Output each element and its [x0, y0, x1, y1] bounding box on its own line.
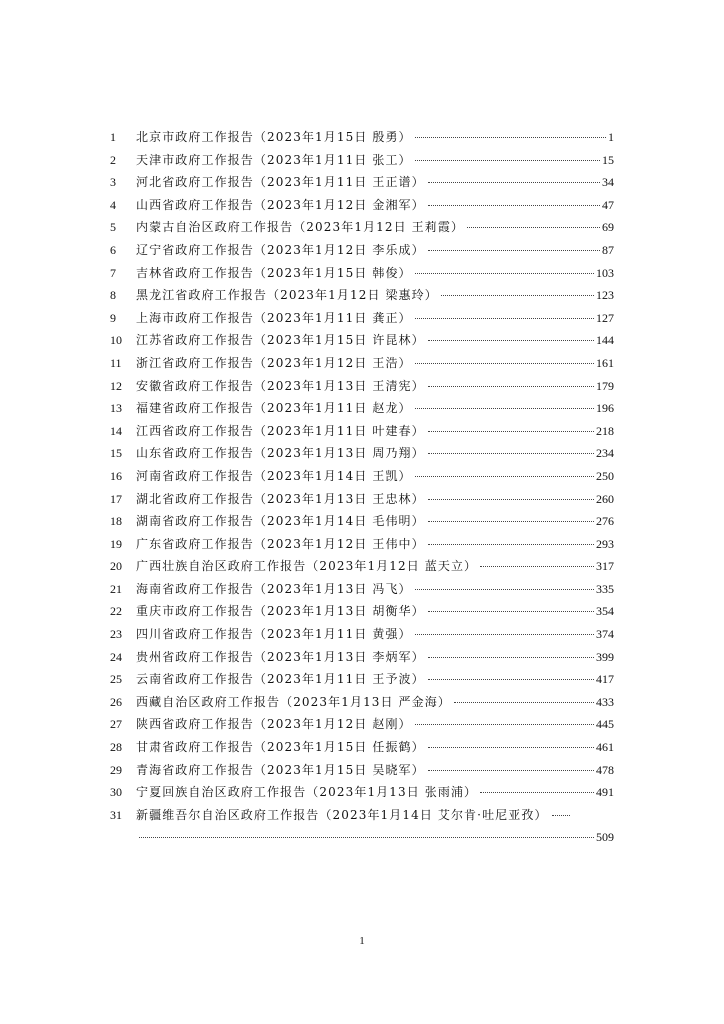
toc-entry-number: 11 [110, 355, 122, 370]
toc-dot-leader [454, 702, 594, 703]
toc-entry-number: 15 [110, 446, 122, 461]
toc-entry-page: 445 [596, 717, 614, 732]
toc-entry-title: 内蒙古自治区政府工作报告（2023年1月12日 王莉霞） [136, 220, 465, 235]
toc-entry-page: 354 [596, 604, 614, 619]
toc-entry-page: 179 [596, 378, 614, 393]
toc-dot-leader [428, 453, 594, 454]
toc-dot-leader [428, 747, 594, 748]
toc-dot-leader [428, 499, 594, 500]
toc-entry[interactable] [110, 311, 614, 334]
toc-entry-page: 374 [596, 627, 614, 642]
toc-entry-number: 4 [110, 197, 116, 212]
toc-dot-leader [428, 657, 594, 658]
toc-entry[interactable] [110, 288, 614, 311]
toc-entry-page: 127 [596, 310, 614, 325]
toc-entry-title: 天津市政府工作报告（2023年1月11日 张工） [136, 152, 412, 167]
toc-entry-number: 25 [110, 672, 122, 687]
table-of-contents [110, 130, 614, 853]
toc-entry-title: 陕西省政府工作报告（2023年1月12日 赵刚） [136, 717, 412, 732]
toc-dot-leader [467, 227, 600, 228]
toc-entry-number: 7 [110, 265, 116, 280]
toc-entry-page: 47 [602, 197, 614, 212]
toc-entry-number: 22 [110, 604, 122, 619]
toc-entry-page: 15 [602, 152, 614, 167]
toc-entry[interactable] [110, 492, 614, 515]
toc-entry-number: 13 [110, 401, 122, 416]
toc-entry[interactable] [110, 469, 614, 492]
toc-entry-page: 196 [596, 401, 614, 416]
toc-entry-number: 23 [110, 627, 122, 642]
toc-entry[interactable] [110, 220, 614, 243]
toc-entry-title: 北京市政府工作报告（2023年1月15日 殷勇） [136, 130, 412, 144]
toc-entry-number: 14 [110, 423, 122, 438]
toc-entry-number: 16 [110, 468, 122, 483]
toc-entry[interactable] [110, 266, 614, 289]
toc-dot-leader [415, 476, 594, 477]
toc-dot-leader [552, 815, 570, 816]
toc-entry[interactable] [110, 198, 614, 221]
toc-entry[interactable] [110, 582, 614, 605]
toc-entry-number: 20 [110, 559, 122, 574]
toc-entry-number: 21 [110, 581, 122, 596]
toc-entry-number: 26 [110, 694, 122, 709]
toc-dot-leader [415, 589, 594, 590]
toc-dot-leader [415, 363, 594, 364]
toc-entry-page: 335 [596, 581, 614, 596]
toc-entry-number: 3 [110, 175, 116, 190]
toc-entry-title: 浙江省政府工作报告（2023年1月12日 王浩） [136, 355, 412, 370]
toc-entry-number: 5 [110, 220, 116, 235]
toc-entry-title: 重庆市政府工作报告（2023年1月13日 胡衡华） [136, 604, 425, 619]
toc-entry[interactable] [110, 763, 614, 786]
toc-dot-leader [428, 182, 600, 183]
toc-entry[interactable] [110, 785, 614, 808]
toc-entry-title: 福建省政府工作报告（2023年1月11日 赵龙） [136, 401, 412, 416]
toc-entry-number: 29 [110, 762, 122, 777]
toc-entry-title: 江苏省政府工作报告（2023年1月15日 许昆林） [136, 333, 425, 348]
toc-entry[interactable] [110, 379, 614, 402]
toc-entry[interactable] [110, 243, 614, 266]
toc-entry-page: 87 [602, 242, 614, 257]
toc-entry-title: 湖南省政府工作报告（2023年1月14日 毛伟明） [136, 514, 425, 529]
toc-entry-title: 河南省政府工作报告（2023年1月14日 王凯） [136, 468, 412, 483]
toc-entry-page: 478 [596, 762, 614, 777]
toc-entry-title: 上海市政府工作报告（2023年1月11日 龚正） [136, 310, 412, 325]
toc-entry-number: 12 [110, 378, 122, 393]
page-number: 1 [359, 935, 365, 947]
toc-entry-page: 250 [596, 468, 614, 483]
toc-entry[interactable] [110, 424, 614, 447]
toc-entry-page: 461 [596, 740, 614, 755]
toc-entry-title: 湖北省政府工作报告（2023年1月13日 王忠林） [136, 491, 425, 506]
toc-entry[interactable] [110, 627, 614, 650]
toc-entry-number: 28 [110, 740, 122, 755]
toc-dot-leader [415, 160, 600, 161]
toc-entry-number: 8 [110, 288, 116, 303]
toc-entry-page: 276 [596, 514, 614, 529]
toc-entry[interactable] [110, 559, 614, 582]
toc-entry-page: 399 [596, 649, 614, 664]
toc-dot-leader [415, 408, 594, 409]
toc-entry[interactable] [110, 604, 614, 627]
toc-entry-page: 34 [602, 175, 614, 190]
toc-entry[interactable] [110, 650, 614, 673]
toc-entry-page: 417 [596, 672, 614, 687]
toc-dot-leader [415, 137, 606, 138]
toc-dot-leader [415, 318, 594, 319]
toc-entry-number: 31 [110, 807, 122, 822]
toc-entry-title: 广东省政府工作报告（2023年1月12日 王伟中） [136, 536, 425, 551]
toc-entry-page: 491 [596, 785, 614, 800]
toc-entry-page: 144 [596, 333, 614, 348]
toc-entry-number: 10 [110, 333, 122, 348]
toc-dot-leader [428, 770, 594, 771]
toc-dot-leader [428, 544, 594, 545]
toc-dot-leader [428, 205, 600, 206]
toc-entry-page: 234 [596, 446, 614, 461]
toc-entry-title: 青海省政府工作报告（2023年1月15日 吴晓军） [136, 762, 425, 777]
toc-entry[interactable] [110, 401, 614, 424]
toc-entry[interactable] [110, 446, 614, 469]
toc-entry-page: 317 [596, 559, 614, 574]
toc-entry-continuation[interactable] [110, 830, 614, 853]
toc-entry-page: 260 [596, 491, 614, 506]
toc-entry-title: 河北省政府工作报告（2023年1月11日 王正谱） [136, 175, 425, 190]
toc-entry-title: 山东省政府工作报告（2023年1月13日 周乃翔） [136, 446, 425, 461]
toc-list [110, 130, 614, 808]
toc-entry[interactable] [110, 695, 614, 718]
toc-entry-page: 433 [596, 694, 614, 709]
toc-entry-number: 30 [110, 785, 122, 800]
toc-entry-title: 西藏自治区政府工作报告（2023年1月13日 严金海） [136, 694, 451, 709]
toc-entry-title: 黑龙江省政府工作报告（2023年1月12日 梁惠玲） [136, 288, 438, 303]
toc-entry[interactable] [110, 130, 614, 153]
toc-dot-leader [428, 386, 594, 387]
toc-entry-number: 24 [110, 649, 122, 664]
toc-dot-leader [428, 340, 594, 341]
toc-entry-title: 吉林省政府工作报告（2023年1月15日 韩俊） [136, 265, 412, 280]
toc-entry[interactable] [110, 153, 614, 176]
toc-entry[interactable] [110, 672, 614, 695]
toc-entry[interactable] [110, 740, 614, 763]
toc-dot-leader [415, 634, 594, 635]
toc-entry-title: 山西省政府工作报告（2023年1月12日 金湘军） [136, 197, 425, 212]
toc-dot-leader [428, 521, 594, 522]
toc-entry[interactable] [110, 717, 614, 740]
toc-dot-leader [428, 250, 600, 251]
toc-entry[interactable] [110, 356, 614, 379]
toc-entry-title: 贵州省政府工作报告（2023年1月13日 李炳军） [136, 649, 425, 664]
toc-entry-number: 2 [110, 152, 116, 167]
toc-entry-page: 161 [596, 355, 614, 370]
toc-dot-leader [480, 566, 594, 567]
toc-dot-leader [415, 273, 594, 274]
toc-entry-page: 103 [596, 265, 614, 280]
toc-dot-leader [480, 792, 594, 793]
toc-dot-leader [428, 431, 594, 432]
toc-entry-page: 293 [596, 536, 614, 551]
toc-entry-number: 27 [110, 717, 122, 732]
toc-entry-page: 69 [602, 220, 614, 235]
toc-entry-title: 江西省政府工作报告（2023年1月11日 叶建春） [136, 423, 425, 438]
toc-entry-number: 9 [110, 310, 116, 325]
toc-entry-title: 辽宁省政府工作报告（2023年1月12日 李乐成） [136, 242, 425, 257]
toc-entry-title: 四川省政府工作报告（2023年1月11日 黄强） [136, 627, 412, 642]
toc-entry-title: 新疆维吾尔自治区政府工作报告（2023年1月14日 艾尔肯·吐尼亚孜） [136, 807, 548, 822]
toc-entry[interactable] [110, 333, 614, 356]
toc-entry-number: 1 [110, 130, 116, 144]
toc-entry-title: 甘肃省政府工作报告（2023年1月15日 任振鹤） [136, 740, 425, 755]
toc-entry-page: 509 [596, 830, 614, 845]
toc-entry[interactable] [110, 175, 614, 198]
toc-entry[interactable] [110, 514, 614, 537]
toc-entry-title: 安徽省政府工作报告（2023年1月13日 王清宪） [136, 378, 425, 393]
toc-entry-number: 6 [110, 242, 116, 257]
toc-entry-title: 海南省政府工作报告（2023年1月13日 冯飞） [136, 581, 412, 596]
toc-dot-leader [428, 611, 594, 612]
toc-dot-leader [441, 295, 594, 296]
toc-entry-title: 宁夏回族自治区政府工作报告（2023年1月13日 张雨浦） [136, 785, 478, 800]
toc-dot-leader [139, 837, 594, 838]
toc-entry-title: 云南省政府工作报告（2023年1月11日 王予波） [136, 672, 425, 687]
toc-entry-page: 123 [596, 288, 614, 303]
toc-entry-number: 19 [110, 536, 122, 551]
toc-entry[interactable] [110, 537, 614, 560]
toc-dot-leader [415, 724, 594, 725]
toc-entry-number: 17 [110, 491, 122, 506]
toc-entry[interactable] [110, 808, 614, 831]
toc-entry-page: 218 [596, 423, 614, 438]
toc-entry-number: 18 [110, 514, 122, 529]
toc-entry-title: 广西壮族自治区政府工作报告（2023年1月12日 蓝天立） [136, 559, 478, 574]
toc-entry-page: 1 [608, 130, 614, 144]
toc-dot-leader [428, 679, 594, 680]
